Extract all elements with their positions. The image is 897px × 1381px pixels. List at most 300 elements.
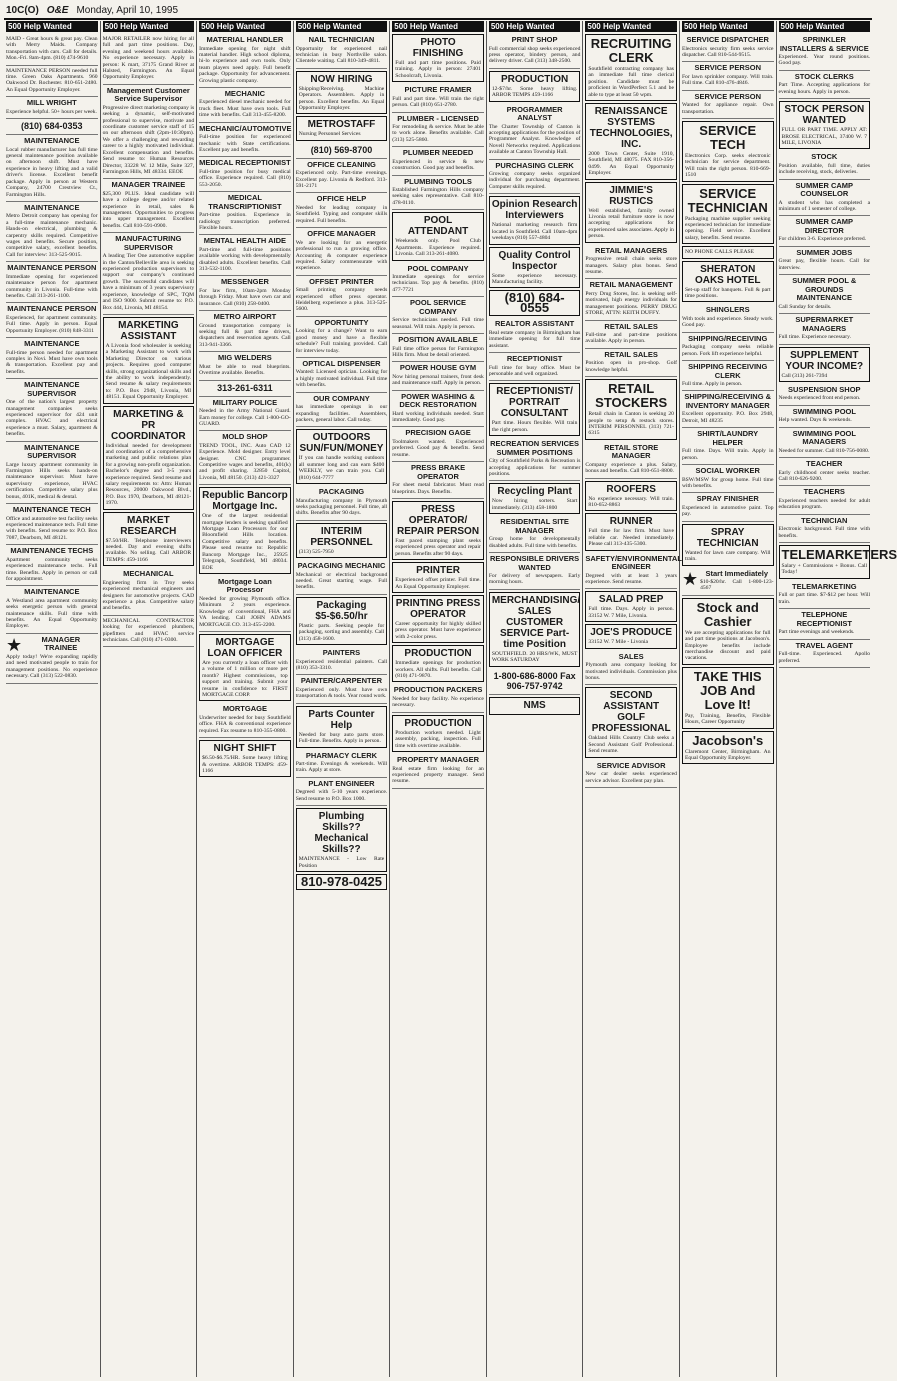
- ad-body: $25,300 PLUS. Ideal candidate will have a college degree and/or related experience in retail, sales & management. Opportunities to progress into upper management. Excellent benefits. Call 810-591-0900.: [102, 190, 195, 229]
- ad-body: Part Time. Accepting applications for evening hours. Apply in person.: [778, 82, 871, 95]
- ad-body: SOUTHFIELD. 20 HRS/WK, MUST WORK SATURDAY: [491, 650, 578, 664]
- classified-column: [4, 21, 101, 1377]
- ad-title: SUMMER JOBS: [796, 247, 853, 257]
- ad-body: Retail chain in Canton is seeking 20 people to setup & restock stores. INTERIM PERSONNEL (313) 721-6315: [588, 411, 674, 437]
- ad-body: Real estate firm looking for an experienced property manager. Send resume.: [392, 765, 484, 785]
- classified-ad: [199, 487, 291, 574]
- ad-title: Mortgage Loan Processor: [218, 576, 272, 595]
- classified-ad: [682, 184, 774, 245]
- classified-ad: [6, 119, 98, 135]
- star-icon: ★: [6, 634, 23, 655]
- classified-columns: [4, 21, 897, 1377]
- ad-title: PHOTO FINISHING: [412, 37, 464, 59]
- ad-body: Hard working individuals needed. Start immediately. Good pay.: [392, 410, 484, 424]
- classified-ad: [682, 34, 774, 62]
- ad-body: Plymouth area company looking for motivated individuals. Commission plus bonus.: [585, 662, 677, 681]
- ad-body: A Livonia food wholesaler is seeking a Marketing Assistant to work with Marketing Director on various projects. Requires good computer skills, strong organizational skills and the ability to work independently. Send resume & salary requirements to: P.O. Box 2948, Livonia, MI 48151. Equal Opportunity Employer.: [105, 342, 192, 401]
- classified-ad: [296, 228, 388, 276]
- page-masthead: [6, 4, 870, 16]
- ad-title: SECOND ASSISTANT GOLF PROFESSIONAL: [591, 690, 671, 735]
- classified-column: [777, 21, 897, 1377]
- column-header: 500 Help Wanted: [489, 21, 581, 32]
- ad-title: NAIL TECHNICIAN: [308, 35, 375, 44]
- classified-column: [680, 21, 777, 1377]
- ad-title: TECHNICIAN: [801, 515, 848, 525]
- ad-title: PLUMBING TOOLS: [404, 176, 472, 186]
- classified-ad: [103, 34, 195, 85]
- classified-column: [294, 21, 391, 1377]
- classified-ad: [682, 465, 774, 493]
- classified-ad: [779, 71, 871, 99]
- classified-ad: [392, 754, 484, 789]
- ad-title: STOCK PERSON WANTED: [784, 104, 865, 127]
- paper-name: O&E: [46, 4, 69, 16]
- ad-title: PACKAGING MECHANIC: [297, 561, 386, 571]
- ad-title: REALTOR ASSISTANT: [494, 319, 575, 329]
- classified-ad: [392, 684, 484, 712]
- ad-title: INTERIM PERSONNEL: [310, 525, 373, 548]
- ad-title: OFFICE CLEANING: [307, 159, 376, 169]
- classified-ad: [103, 616, 195, 648]
- ad-title: PICTURE FRAMER: [404, 85, 472, 95]
- ad-title: MIG WELDERS: [218, 353, 272, 363]
- classified-ad: [779, 180, 871, 217]
- ad-title: PROPERTY MANAGER: [397, 755, 480, 764]
- classified-ad: [199, 576, 291, 632]
- classified-ad: [199, 740, 291, 777]
- classified-ad: [585, 103, 677, 180]
- classified-ad: [585, 279, 677, 320]
- ad-title: SALES: [618, 651, 644, 661]
- ad-title: MOLD SHOP: [222, 432, 268, 442]
- ad-body: Experienced in service & new construction. Good pay and benefits.: [392, 158, 484, 172]
- classified-ad: [682, 568, 774, 596]
- ad-title: MAINTENANCE: [24, 136, 80, 146]
- ad-title: OFFICE MANAGER: [307, 229, 376, 239]
- ad-body: Electronics security firm seeks service dispatcher. Call 810-544-9515.: [681, 45, 774, 58]
- ad-title: PRESS OPERATOR/ REPAIR PERSON: [397, 504, 480, 537]
- ad-title: PLANT ENGINEER: [308, 778, 375, 788]
- ad-title: SALAD PREP: [598, 594, 664, 606]
- ad-title: MANAGER TRAINEE: [111, 180, 186, 190]
- ad-title: RECREATION SERVICES SUMMER POSITIONS: [490, 439, 580, 457]
- ad-title: METRO AIRPORT: [213, 312, 277, 322]
- ad-body: Apartment community seeks experienced maintenance techs. Full time. Benefits. Apply in person or call for appointment.: [6, 556, 98, 582]
- ad-title: MILITARY POLICE: [212, 397, 278, 407]
- ad-title: PURCHASING CLERK: [495, 160, 574, 170]
- ad-title: SERVICE PERSON: [694, 91, 761, 101]
- classified-ad: [6, 97, 98, 119]
- ad-title: SUPERMARKET MANAGERS: [795, 315, 854, 333]
- ad-body: Full-time position for busy medical office. Experience required. Call (810) 553-2050.: [199, 168, 291, 188]
- ad-title: Management Customer Service Supervisor: [106, 85, 190, 104]
- ad-body: 2000 Town Center, Suite 1910, Southfield, MI 48075. FAX 810-356-0499. An Equal Opportunity Employer.: [588, 151, 674, 177]
- classified-ad: [489, 516, 581, 553]
- ad-body: Now hiring personal trainers, front desk and maintenance staff. Apply in person.: [392, 373, 484, 387]
- ad-body: New car dealer seeks experienced service advisor. Excellent pay plan.: [585, 771, 677, 784]
- ad-title: SERVICE PERSON: [694, 63, 761, 73]
- ad-body: Experienced. Year round positions. Good pay.: [778, 54, 871, 67]
- classified-ad: [682, 391, 774, 428]
- ad-title: MARKETING & PR COORDINATOR: [111, 408, 186, 442]
- ad-title: PLUMBER - LICENSED: [397, 113, 479, 123]
- ad-title: OUR COMPANY: [313, 393, 370, 403]
- classified-ad: [199, 381, 291, 397]
- classified-ad: [199, 34, 291, 88]
- ad-body: Part-time. Evenings & weekends. Will train. Apply at store.: [295, 761, 388, 774]
- classified-ad: [489, 71, 581, 102]
- ad-body: Salary + Commissions + Bonus. Call Today!: [781, 563, 868, 576]
- ad-body: Full and part time positions. Paid training. Apply in person: 27401 Schoolcraft, Livonia.: [395, 60, 481, 79]
- classified-ad: [489, 290, 581, 316]
- ad-body: Part-time and full-time positions available working with developmentally disabled adults. Excellent benefits. Call 313-532-1100.: [199, 246, 291, 273]
- ad-body: 12-$7/hr. Some heavy lifting. ARBOR TEMPS 459-1166: [491, 85, 578, 99]
- ad-body: Apply today! We're expanding rapidly and need motivated people to train for management positions. No experience necessary. Call (313) 522-0830.: [6, 653, 98, 680]
- ad-title: PHARMACY CLERK: [305, 750, 378, 760]
- ad-title: MESSENGER: [220, 277, 269, 287]
- classified-ad: [392, 297, 484, 334]
- classified-ad: [296, 560, 388, 595]
- ad-body: Well established, family owned Livonia retail furniture store is now accepting applications for experienced sales associates. Apply in person.: [588, 207, 674, 240]
- ad-title: Packaging $5-$6.50/hr: [315, 599, 368, 622]
- ad-body: Electronic background. Full time with benefits.: [778, 526, 871, 539]
- classified-ad: [296, 143, 388, 159]
- ad-title: MECHANIC: [224, 88, 266, 98]
- ad-title: PRODUCTION PACKERS: [393, 685, 483, 695]
- classified-ad: [489, 160, 581, 195]
- ad-body: Electronics Corp. seeks electronic technician for service department. Will train the right person. 810-669-1510: [684, 152, 771, 179]
- ad-title: SAFETY/ENVIRONMENTAL ENGINEER: [585, 553, 682, 572]
- ad-title: OFFICE HELP: [316, 194, 367, 204]
- ad-body: Full-time person needed for apartment complex in Novi. Must have own tools & transportation. Excellent pay and benefits.: [6, 349, 98, 375]
- ad-body: MAINTENANCE - Low Rate Position: [298, 856, 385, 869]
- ad-title: PRECISION GAGE: [405, 428, 471, 438]
- classified-ad: [199, 276, 291, 311]
- ad-body: Part time. Hours flexible. Will train the right person.: [491, 420, 578, 433]
- classified-ad: [6, 545, 98, 586]
- ad-body: Position open in pro-shop. Golf knowledge helpful.: [585, 360, 677, 373]
- ad-body: Nursing Personnel Services: [298, 131, 361, 138]
- ad-body: We are accepting applications for full and part time positions at Jacobson's. Employee benefits include merchandise discount and paid vacations.: [684, 629, 771, 662]
- classified-ad: [199, 192, 291, 235]
- classified-column: [487, 21, 584, 1377]
- ad-title: SHIRT/LAUNDRY HELPER: [697, 429, 759, 447]
- classified-ad: [392, 427, 484, 462]
- ad-title: POSITION AVAILABLE: [398, 335, 478, 345]
- ad-body: Experienced only. Part-time evenings. Excellent pay. Livonia & Redford. 313-591-2171: [295, 170, 388, 190]
- ad-body: Full-time. Experienced. Apollo preferred.: [778, 651, 871, 664]
- classified-ad: [489, 353, 581, 381]
- ad-title: NIGHT SHIFT: [213, 743, 277, 755]
- ad-body: Now hiring sorters. Start immediately. (313) 458-1800: [491, 498, 578, 511]
- ad-title: TEACHER: [806, 459, 843, 469]
- ad-body: Growing company seeks organized individual for purchasing department. Computer skills required.: [488, 171, 581, 190]
- classified-ad: [682, 304, 774, 332]
- ad-title: SERVICE TECH: [699, 122, 757, 152]
- classified-ad: [392, 147, 484, 175]
- classified-ad: [489, 247, 581, 289]
- classified-ad: [779, 347, 871, 382]
- ad-title: Recycling Plant: [497, 486, 572, 498]
- ad-body: Full time for law firm. Must have reliable car. Needed immediately. Please call 313-435-5300.: [588, 528, 674, 548]
- ad-title: MAINTENANCE: [24, 339, 80, 349]
- classified-ad: [6, 379, 98, 441]
- classified-ad: [585, 687, 677, 757]
- ad-title: TEACHERS: [803, 487, 845, 497]
- classified-ad: [585, 591, 677, 622]
- ad-title: MEDICAL TRANSCRIPTIONIST: [208, 193, 282, 211]
- ad-title: SHIPPING/RECEIVING & INVENTORY MANAGER: [684, 392, 772, 410]
- ad-title: Plumbing Skills?? Mechanical Skills??: [314, 811, 369, 856]
- classified-ad: [6, 442, 98, 504]
- ad-title: OPTICAL DISPENSER: [302, 358, 381, 368]
- ad-title: SHIPPING/RECEIVING: [688, 333, 768, 343]
- ad-body: Needed for busy auto parts store. Full-time. Benefits. Apply in person.: [298, 731, 385, 745]
- ad-title: SUSPENSION SHOP: [788, 384, 861, 394]
- ad-body: Part time evenings and weekends.: [778, 629, 855, 636]
- ad-body: Call Sunday for details.: [778, 303, 832, 310]
- ad-title: MANUFACTURING SUPERVISOR: [115, 234, 182, 252]
- classified-ad: [199, 634, 291, 701]
- ad-title: SUMMER CAMP DIRECTOR: [795, 217, 854, 235]
- ad-body: If you can handle working outdoors all summer long and can earn $400 WEEKLY, we can train you. Call (810) 644-7777: [298, 455, 385, 481]
- classified-ad: [392, 176, 484, 211]
- classified-ad: [585, 513, 677, 550]
- ad-body: Wanted for lawn care company. Will train.: [684, 549, 771, 563]
- ad-body: We are looking for an energetic professional to run a growing office. Accounting & computer experience required. Salary commensurate with experience.: [295, 239, 388, 272]
- ad-body: Part-time position. Experience in radiology transcription preferred. Flexible hours.: [199, 212, 291, 231]
- classified-ad: [392, 362, 484, 390]
- ad-title: PRINTER: [416, 565, 460, 577]
- ad-title: PROGRAMMER ANALYST: [506, 104, 563, 123]
- ad-title: POWER HOUSE GYM: [399, 363, 477, 373]
- classified-ad: [296, 486, 388, 521]
- classified-ad: [392, 391, 484, 428]
- ad-title: TRAVEL AGENT: [795, 640, 853, 650]
- ad-title: SUPPLEMENT YOUR INCOME?: [785, 349, 864, 372]
- ad-body: Full time. Apply in person.: [681, 381, 743, 388]
- classified-ad: [682, 428, 774, 465]
- classified-ad: [779, 34, 871, 71]
- ad-title: RETAIL STOCKERS: [595, 381, 668, 411]
- classified-ad: [489, 34, 581, 69]
- ad-title: MAINTENANCE TECHS: [10, 546, 94, 556]
- classified-ad: [489, 697, 581, 715]
- ad-body: Full time for busy office. Must be personable and well organized.: [488, 364, 581, 377]
- classified-ad: [103, 568, 195, 616]
- ad-body: 33152 W. 7 Mile - Livonia: [588, 639, 649, 646]
- ad-body: Experienced, for apartment community. Full time. Apply in person. Equal Opportunity Employer. (810) 848-3311: [6, 314, 98, 334]
- ad-body: $10-$20/hr. Call 1-800-123-4567: [700, 579, 774, 592]
- classified-ad: [779, 458, 871, 486]
- ad-body: Full time. Days. Apply in person. 33152 W. 7 Mile, Livonia.: [588, 606, 674, 619]
- ad-body: Excellent opportunity. P.O. Box 2948, Detroit, MI 48235: [681, 411, 774, 424]
- ad-title: MARKET RESEARCH: [120, 514, 177, 537]
- classified-ad: [199, 88, 291, 123]
- ad-body: One of the largest residential mortgage lenders is seeking qualified Mortgage Loan Processors for our Bloomfield Hills location. Competitive salary and benefits. Please send resume to: Republic Bancorp Mortgage Inc., 25925 Telegraph, Southfield, MI 48034. EOE: [202, 513, 288, 571]
- classified-ad: [489, 669, 581, 695]
- classified-ad: [296, 647, 388, 675]
- ad-body: MECHANICAL CONTRACTOR looking for experienced plumbers, pipefitters and HVAC service technicians. Call (810) 471-0300.: [102, 617, 195, 643]
- ad-title: PRODUCTION: [500, 73, 569, 85]
- ad-body: MAJOR RETAILER now hiring for all full and part time positions. Day, evening and weekend hours available. No experience necessary. Apply in person: K mart, 37175 Grand River at Halsted, Farmington. An Equal Opportunity Employer.: [102, 36, 195, 81]
- ad-body: No experience necessary. Will train. 810-652-8863: [588, 495, 674, 508]
- ad-title: MORTGAGE: [222, 704, 267, 714]
- ad-body: Packaging company seeks reliable person. Fork lift experience helpful.: [681, 344, 774, 357]
- classified-ad: [199, 397, 291, 432]
- ad-phone-number: 1-800-686-8000 Fax 906-757-9742: [493, 670, 576, 691]
- ad-title: SWIMMING POOL: [792, 406, 856, 416]
- classified-ad: [199, 235, 291, 276]
- classified-ad: [103, 317, 195, 404]
- ad-body: Toolmakers wanted. Experienced preferred. Good pay & benefits. Send resume.: [392, 438, 484, 458]
- ad-title: TELEPHONE RECEPTIONIST: [796, 610, 852, 628]
- ad-body: Service technicians needed. Full time seasonal. Will train. Apply in person.: [392, 317, 484, 330]
- classified-ad: [392, 113, 484, 148]
- column-header: 500 Help Wanted: [682, 21, 774, 32]
- ad-body: Real estate company in Birmingham has immediate opening for full time assistant.: [488, 329, 581, 349]
- classified-ad: [489, 438, 581, 481]
- ad-title: MENTAL HEALTH AIDE: [203, 236, 287, 246]
- classified-ad: [392, 715, 484, 752]
- ad-title: MAINTENANCE PERSON: [7, 263, 97, 273]
- ad-body: Wanted: Licensed optician. Looking for a highly motivated individual. Full time with benefits.: [295, 369, 388, 389]
- ad-title: RUNNER: [609, 516, 653, 528]
- ad-body: Small printing company needs experienced offset press operator. Heidelberg experience a plus. 313-525-5600.: [295, 287, 388, 313]
- classified-ad: [392, 34, 484, 82]
- ad-body: Company experience a plus. Salary, bonus and benefits. Call 810-651-8800.: [585, 461, 677, 475]
- classified-ad: [296, 393, 388, 428]
- classified-ad: [779, 486, 871, 514]
- classified-ad: [392, 84, 484, 112]
- ad-body: Packaging machine supplier seeking experienced technician for immediate opening. Field service. Excellent salary, benefits. Send resume.: [684, 215, 771, 241]
- ad-title: PACKAGING: [318, 487, 365, 497]
- classified-ad: [296, 71, 388, 115]
- classified-ad: [6, 338, 98, 379]
- ad-title: POOL COMPANY: [407, 263, 469, 273]
- ad-body: MAINTENANCE PERSON needed full time. Green Oaks Apartments. 960 Oakwood Dr. Rochester. 810-651-2480. An Equal Opportunity Employer.: [6, 67, 98, 93]
- classified-ad: [296, 429, 388, 484]
- ad-title: OFFSET PRINTER: [309, 276, 374, 286]
- ad-title: RECEPTIONIST/ PORTRAIT CONSULTANT: [496, 386, 573, 420]
- classified-ad: [682, 62, 774, 90]
- ad-title: PLUMBER NEEDED: [402, 148, 474, 158]
- classified-ad: [489, 553, 581, 590]
- classified-ad: [682, 361, 774, 391]
- classified-ad: [779, 151, 871, 179]
- classified-ad: [392, 263, 484, 298]
- ad-body: Plastic parts. Seeking people for packaging, sorting and assembly. Call (313) 458-1600.: [298, 622, 385, 642]
- classified-ad: [779, 384, 871, 406]
- classified-ad: [199, 311, 291, 352]
- ad-body: Individual needed for development and coordination of a comprehensive marketing and public relations plan for a growing non-profit organization. Bachelor's degree and 3-5 years experience required. Send resume and salary requirements to: Attn: Human Resources, 20000 Oakwood Blvd., P.O. Box 1970, Dearborn, MI 48121-1970.: [105, 442, 192, 507]
- ad-body: Southfield contracting company has an immediate full time clerical position. Candidate must be proficient in WordPerfect 5.1 and be able to type at least 50 wpm.: [588, 66, 674, 98]
- ad-title: RETAIL SALES: [604, 349, 658, 359]
- classified-ad: [489, 483, 581, 514]
- ad-title: SERVICE DISPATCHER: [686, 35, 769, 44]
- ad-title: NOW HIRING: [310, 73, 373, 85]
- ad-body: Immediate opening for experienced maintenance person for apartment community in Livonia. Full-time with benefits. Call 313-261-1100.: [6, 273, 98, 299]
- classified-ad: [392, 462, 484, 499]
- ad-title: SPRAY TECHNICIAN: [696, 526, 759, 549]
- ad-body: Career opportunity for highly skilled press operator. Must have experience with 2-color press.: [395, 621, 481, 640]
- ad-body: Weekends only. Pool Club Apartments. Experience required. Livonia. Call 313-261-4080.: [395, 238, 481, 258]
- ad-body: With tools and experience. Steady work. Good pay.: [681, 315, 774, 329]
- classified-ad: [682, 333, 774, 361]
- classified-column: [390, 21, 487, 1377]
- column-header: 500 Help Wanted: [6, 21, 98, 32]
- ad-title: Parts Counter Help: [308, 708, 375, 731]
- ad-body: Progressive direct marketing company is seeking a dynamic, self-motivated professional to supervise, motivate and coordinate customer service staff of 15 on our afternoon shift (2pm-10:30pm). We offer a challenging and rewarding career to a highly motivated individual. Excellent compensation and benefits. Send resume to: Human Resources Director, 33228 W. 12 Mile, Suite 327, Farmington Hills, MI 48334. EEOE: [102, 104, 195, 175]
- ad-body: $7.50/HR. Telephone interviewers needed. Day and evening shifts available. No selling. Call ARBOR TEMPS: 459-1166: [105, 537, 192, 563]
- ad-body: Large luxury apartment community in Farmington Hills seeks hands-on maintenance supervisor. Must have supervisory experience, HVAC certification. Competitive salary plus bonus, 401K, medical & dental.: [6, 461, 98, 500]
- column-header: 500 Help Wanted: [103, 21, 195, 32]
- classified-ad: [585, 481, 677, 512]
- ad-title: RECEPTIONIST: [506, 354, 563, 364]
- ad-title: SPRINKLER INSTALLERS & SERVICE: [779, 35, 869, 53]
- ad-body: One of the nation's largest property management companies seeks experienced supervisor for 424 unit complex. HVAC and electrical experience a must. Salary, apartment & benefits.: [6, 399, 98, 438]
- ad-title: SHIPPING RECEIVING CLERK: [688, 362, 768, 380]
- ad-title: OPPORTUNITY: [314, 317, 369, 327]
- ad-title: SUMMER POOL & GROUNDS MAINTENANCE: [792, 276, 857, 303]
- ad-phone-number: 810-978-0425: [300, 873, 382, 889]
- classified-ad: [296, 34, 388, 69]
- classified-ad: [103, 233, 195, 315]
- classified-ad: [682, 246, 774, 258]
- classified-ad: [585, 624, 677, 648]
- ad-title: STOCK CLERKS: [794, 71, 854, 81]
- ad-body: Ground transportation company is seeking full & part time drivers, dispatchers and reservation agents. Call 313-941-3366.: [199, 322, 291, 348]
- ad-body: For sheet metal fabricator. Must read blueprints. Days. Benefits.: [392, 482, 484, 495]
- ad-title: MANAGER TRAINEE: [41, 634, 81, 653]
- ad-title: RESPONSIBLE DRIVERS WANTED: [490, 554, 580, 572]
- classified-ad: [296, 706, 388, 748]
- classified-ad: [296, 523, 388, 558]
- classified-ad: [682, 121, 774, 182]
- page-number: 10C(O): [6, 4, 39, 16]
- ad-title: MECHANICAL: [123, 569, 174, 579]
- ad-body: Manufacturing company in Plymouth seeks packaging personnel. Full time, all shifts. Benefits after 90 days.: [295, 497, 388, 517]
- ad-body: Underwriter needed for busy Southfield office. FHA & conventional experience required. Fax resume to 810-355-0800.: [199, 714, 291, 734]
- classified-ad: [103, 85, 195, 179]
- ad-title: SWIMMING POOL MANAGERS: [792, 428, 856, 447]
- ad-title: POOL SERVICE COMPANY: [410, 298, 467, 316]
- classified-ad: [296, 276, 388, 317]
- ad-body: Needed for growing Plymouth office. Minimum 2 years experience. Knowledge of conventional, FHA and VA lending. Call JOHN ADAMS MORTGAGE CO. 313-455-2200.: [199, 595, 291, 628]
- ad-title: POOL ATTENDANT: [407, 215, 469, 238]
- classified-ad: [585, 34, 677, 101]
- ad-body: Help wanted. Days & weekends.: [778, 417, 852, 424]
- classified-ad: [585, 760, 677, 788]
- ad-title: ROOFERS: [606, 483, 656, 495]
- ad-title: PRODUCTION: [404, 717, 472, 729]
- ad-title: RENAISSANCE SYSTEMS TECHNOLOGIES, INC.: [589, 106, 673, 151]
- classified-ad: [199, 123, 291, 158]
- classified-ad: [682, 598, 774, 665]
- ad-body: For lawn sprinkler company. Will train. Full time. Call 810-476-4846.: [681, 73, 774, 87]
- ad-phone-number: (810) 569-8700: [310, 144, 373, 155]
- classified-ad: [6, 202, 98, 262]
- classified-ad: [392, 595, 484, 643]
- ad-body: Pay, Training, Benefits, Flexible Hours, Career Opportunity: [684, 712, 771, 726]
- ad-title: RETAIL MANAGERS: [595, 245, 668, 255]
- classified-ad: [199, 157, 291, 192]
- classified-ad: [296, 597, 388, 645]
- ad-title: MAINTENANCE: [24, 202, 80, 212]
- ad-body: Full and part time. Will train the right person. Call (810) 651-2780.: [392, 95, 484, 109]
- classified-ad: [489, 104, 581, 160]
- ad-body: Experienced in automotive paint. Top pay.: [681, 504, 774, 518]
